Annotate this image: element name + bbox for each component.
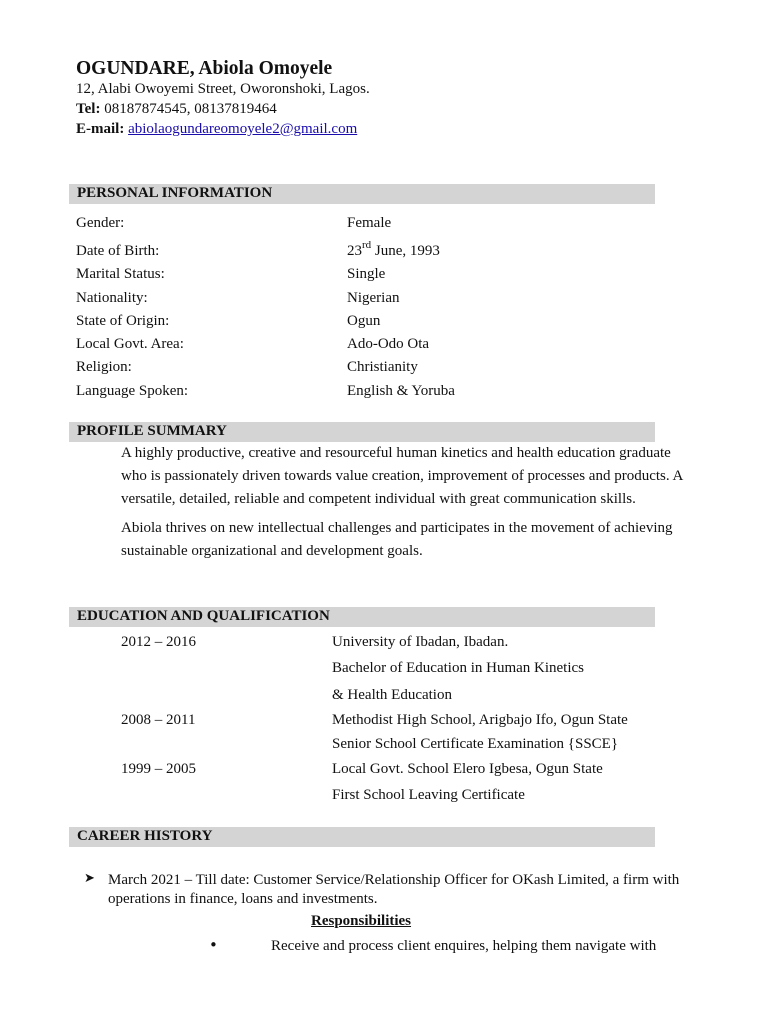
profile-paragraph: Abiola thrives on new intellectual challenges and participates in the movement of achieving sustainable organizational and development goals. <box>121 519 673 559</box>
profile-paragraph: A highly productive, creative and resourceful human kinetics and health education graduate who is passionately driven towards value creation, improvement of processes and products. A versatile, detailed, reliable and competent individual with great communication skills. <box>121 445 683 508</box>
responsibilities-heading: Responsibilities <box>311 913 412 929</box>
education-detail: Senior School Certificate Examination {SSCE} <box>332 736 619 752</box>
section-profile-summary <box>69 422 655 442</box>
dob-suffix: rd <box>362 239 372 251</box>
dob-day: 23 <box>347 243 362 259</box>
phone-line <box>76 101 277 118</box>
email-link[interactable]: abiolaogundareomoyele2@gmail.com <box>128 121 358 137</box>
profile-summary-text <box>121 442 691 563</box>
section-title: CAREER HISTORY <box>77 828 213 844</box>
dob-label: Date of Birth: <box>76 243 160 259</box>
lga-value: Ado-Odo Ota <box>347 336 430 352</box>
education-years: 2012 – 2016 <box>121 634 196 650</box>
language-label: Language Spoken: <box>76 383 189 399</box>
dob-value <box>347 239 440 260</box>
education-years: 2008 – 2011 <box>121 712 196 728</box>
email-label: E-mail: <box>76 121 125 137</box>
gender-label: Gender: <box>76 215 125 231</box>
address: 12, Alabi Owoyemi Street, Oworonshoki, Lagos. <box>76 81 370 97</box>
section-title: PROFILE SUMMARY <box>77 423 227 439</box>
section-career-history <box>69 827 655 847</box>
lga-label: Local Govt. Area: <box>76 336 184 352</box>
state-value: Ogun <box>347 313 381 329</box>
career-entry: March 2021 – Till date: Customer Service/Relationship Officer for OKash Limited, a firm with operations in finance, loans and investments. <box>108 872 680 907</box>
bullet-dot-icon: • <box>209 936 218 954</box>
marital-label: Marital Status: <box>76 266 165 282</box>
nationality-label: Nationality: <box>76 290 148 306</box>
email-line <box>76 121 357 138</box>
education-detail: First School Leaving Certificate <box>332 787 525 803</box>
responsibility-item: Receive and process client enquires, helping them navigate with <box>271 938 657 954</box>
religion-value: Christianity <box>347 359 418 375</box>
religion-label: Religion: <box>76 359 132 375</box>
arrow-bullet-icon: ➤ <box>84 871 95 886</box>
dob-rest: June, 1993 <box>371 243 440 259</box>
nationality-value: Nigerian <box>347 290 400 306</box>
education-detail: Local Govt. School Elero Igbesa, Ogun State <box>332 761 603 777</box>
state-label: State of Origin: <box>76 313 170 329</box>
phone-label: Tel: <box>76 101 101 117</box>
education-detail: University of Ibadan, Ibadan. <box>332 634 509 650</box>
candidate-name: OGUNDARE, Abiola Omoyele <box>76 58 333 79</box>
education-years: 1999 – 2005 <box>121 761 196 777</box>
section-education <box>69 607 655 627</box>
section-title: EDUCATION AND QUALIFICATION <box>77 608 330 624</box>
gender-value: Female <box>347 215 392 231</box>
education-detail: Bachelor of Education in Human Kinetics <box>332 660 585 676</box>
education-detail: Methodist High School, Arigbajo Ifo, Ogun State <box>332 712 628 728</box>
marital-value: Single <box>347 266 386 282</box>
section-personal-information <box>69 184 655 204</box>
language-value: English & Yoruba <box>347 383 455 399</box>
phone-value: 08187874545, 08137819464 <box>100 101 277 117</box>
section-title: PERSONAL INFORMATION <box>77 185 273 201</box>
education-detail: & Health Education <box>332 687 452 703</box>
